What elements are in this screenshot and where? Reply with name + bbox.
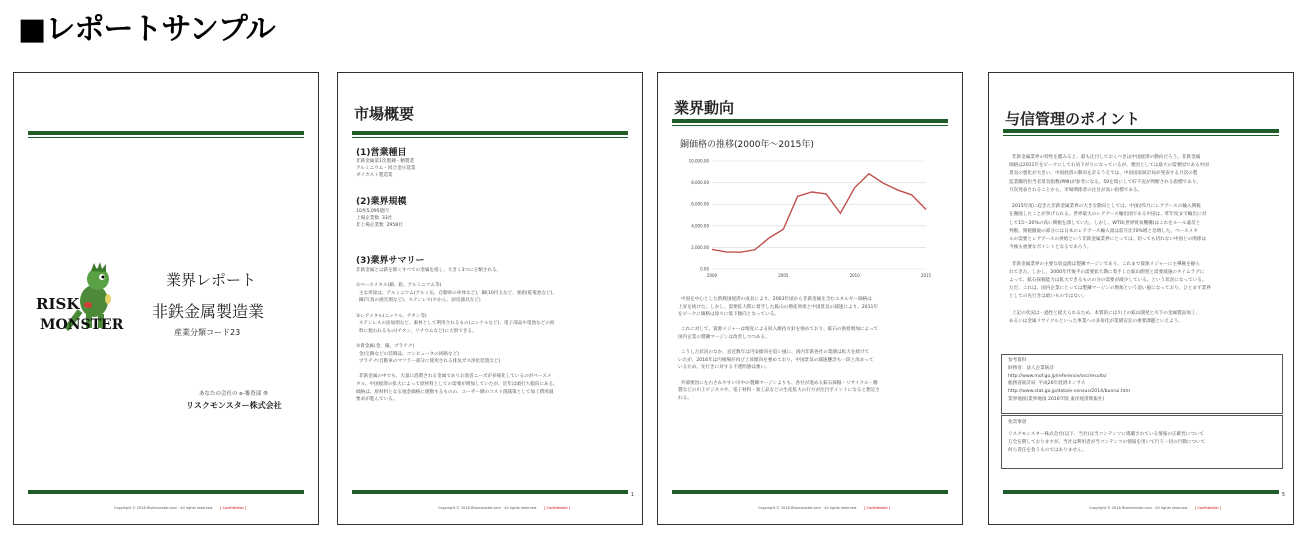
text-line: 外部要因に左右されやすい川中の製錬マージンよりも、各社が進める鉱石採掘・リサイクル・精: [678, 380, 878, 386]
chart-title: 銅価格の推移(2000年～2015年): [680, 140, 814, 150]
report-page-market-overview: [337, 72, 643, 525]
y-tick-label: 4,000.00: [691, 223, 709, 229]
report-page-credit-points: [988, 72, 1294, 525]
references-box: [1001, 354, 1283, 414]
text-line: 判断。関税撤廃の部分には日本のレアアース輸入量は前月比70%増と急増した。ベースメタ: [1009, 228, 1198, 234]
y-tick-label: 0.00: [700, 266, 709, 272]
company-name: リスクモンスター株式会社: [186, 401, 282, 410]
text-line: http://www.mof.go.jp/reference/ssc/results/: [1008, 373, 1107, 379]
text-line: プラチナ(自動車のマフラー部分に使用される排気ガス浄化装置など): [356, 359, 501, 365]
text-line: をピークに価格は徐々に低下傾向となっている。: [678, 312, 779, 318]
section-heading: (2)業界規模: [356, 197, 407, 207]
logo-text-monster: MONSTER: [40, 317, 124, 333]
text-line: 非鉄金属第1次製錬・精製業: [356, 159, 415, 164]
report-page-industry-trend: [657, 72, 963, 525]
copyright-text: Copyright © 2016 Riskmonster.com · All rights reserved.: [438, 506, 538, 510]
text-line: 非鉄金属業界の特性を鑑みると、最も注目しておくべきは中国経済の動向だろう。非鉄金属: [1009, 155, 1201, 160]
section-heading: (3)業界サマリー: [356, 256, 425, 266]
text-line: 非鉄金属とは鉄を除くすべての金属を指し、大きく3つに分類される。: [356, 268, 502, 273]
logo-text-risk: RISK: [36, 295, 80, 313]
page-number: 5: [1281, 492, 1285, 498]
text-line: 価格は、原材料となる地金価格に連動するものの、ユーザー側のコスト削減策として加工費用減: [356, 389, 554, 395]
footer-rule: [28, 490, 304, 494]
y-tick-label: 10,000.00: [688, 158, 709, 164]
footer-rule: [352, 490, 628, 494]
header-rule: [28, 131, 304, 135]
page-number: 1: [630, 492, 634, 498]
text-line: 上記の状況は一過性と捉えられるため、本質的には川上の鉱山開発と川下の金属製品加工、: [1009, 310, 1201, 316]
text-line: 上場企業数 33社: [356, 216, 393, 221]
text-line: 要求が進んでいる。: [356, 397, 398, 403]
company-tagline: あなたの会社の e-審査部 ®: [199, 391, 269, 397]
text-line: これに対して、資源メジャーは増産による収入維持方針を強めており、鉱石の供給増加によって: [678, 327, 879, 333]
text-line: 国内企業の製錬マージンは改善しつつある。: [678, 335, 770, 340]
text-line: タル。中国経済の拡大によって原材料としての需要が増加していたが、近年は頭打ち傾向にある。: [356, 382, 558, 387]
text-line: 製などの川上ビジネスや、電子材料・加工品などの生産拡大の行方が注目ポイントになると想定さ: [678, 388, 880, 394]
text-line: 総務省統計局 平成26年経済センサス: [1008, 381, 1086, 387]
text-line: 造業購買担当者景気指数(PMI)が参考になる。50を境にして好不況が判断される指標であり、: [1009, 179, 1202, 185]
copper-price-chart: [674, 153, 934, 283]
copyright-text: Copyright © 2016 Riskmonster.com · All rights reserved.: [1089, 506, 1189, 510]
text-line: ただ、これは、国内企業にとっては製錬マージンの増加という追い風になっており、ひとまず業界: [1009, 286, 1211, 292]
header-rule: [352, 131, 628, 135]
cover-industry-code: 産業分類コード23: [174, 328, 241, 337]
cover-title-2: 非鉄金属製造業: [152, 302, 265, 321]
confidential-label: [ Confidential ]: [220, 506, 247, 510]
text-line: 景気の悪化が大きい。中国経済の動向を計るうえでは、中国国家統計局が発表する月次の製: [1009, 171, 1198, 177]
page-title: 市場概要: [354, 105, 415, 123]
report-page-cover: [13, 72, 319, 525]
y-tick-label: 2,000.00: [691, 244, 709, 250]
header-rule-thin: [672, 125, 948, 126]
text-line: 銅(写真の感光剤など)、ステンレス(やかん、厨房器具など): [356, 298, 481, 304]
text-line: 何ら責任を負うものではありません。: [1008, 447, 1087, 453]
text-line: としての先行きは暗いものではない。: [1009, 294, 1088, 300]
text-line: 非鉄金属業界の主要な収益源は製錬マージンであり、これまで資源メジャーに主導権を握ら: [1009, 261, 1200, 267]
confidential-label: [ Confidential ]: [544, 506, 571, 510]
text-line: いたが、2016年は円相場が再び上昇傾向を強めており、中国景気の減速懸念も一段と高まって: [678, 357, 874, 363]
text-line: ③貴金属(金、銀、プラチナ): [356, 344, 415, 349]
text-line: ダイカスト製造業: [356, 173, 393, 178]
text-line: 金(宝飾などの装飾品、コンピュータの回路など): [356, 351, 459, 357]
page-title: 与信管理のポイント: [1005, 110, 1141, 128]
text-line: を撤廃したことが挙げられる。世界最大のレアアース輸出国である中国は、昨年度まで輸出に対: [1009, 212, 1207, 218]
text-line: 月次発表されることから、市場関係者の注目が高い指標である。: [1009, 187, 1143, 193]
header-rule-thin: [28, 137, 304, 138]
text-line: あるいは金属リサイクルといった事業への多角化が業績安定の重要課題といえよう。: [1009, 319, 1183, 324]
confidential-label: [ Confidential ]: [1195, 506, 1222, 510]
copyright-text: Copyright © 2016 Riskmonster.com · All rights reserved.: [114, 506, 214, 510]
text-line: http://www.stat.go.jp/data/e-census/2014/bunrui.htm: [1008, 389, 1131, 395]
text-line: ①ベースメタル(銅、鉛、アルミニウム等): [356, 283, 442, 289]
x-tick-label: 2000: [706, 273, 718, 278]
text-line: 参考資料: [1008, 358, 1027, 363]
text-line: 上昇を続けた。しかし、需要拡大期に着手した鉱山の増産効果と中国景気の減速により、2011年: [678, 304, 879, 310]
text-line: 中国を中心とした新興国経済の成長により、2003年頃から非鉄金属を含むエネルギー価格は: [678, 297, 872, 302]
text-line: 主な用途は、アルミニウム(アルミ缶、自動車の車体など)、銅(10円玉など、亜鉛(乾電池など)、: [356, 290, 558, 296]
text-line: 2015年度に起きた非鉄金属業界の大きな動向としては、中国が5月にレアアースの輸入関税: [1009, 204, 1201, 210]
header-rule: [672, 119, 948, 123]
text-line: ②レアメタル(ニッケル、チタン等): [356, 313, 427, 319]
footer-rule: [672, 490, 948, 494]
page-heading: ■レポートサンプル: [18, 12, 275, 47]
text-line: いるため、先行きに対する不透明感は強い。: [678, 365, 770, 371]
header-rule-thin: [1003, 135, 1279, 136]
text-line: 万全を期しておりますが、当社は利用者が当コンテンツの情報を用いて行う一切の行動について: [1008, 439, 1206, 445]
x-tick-label: 2015: [920, 273, 932, 278]
y-tick-label: 8,000.00: [691, 180, 709, 186]
disclaimer-box: [1001, 415, 1283, 469]
section-heading: (1)営業種目: [356, 148, 407, 158]
text-line: 10兆5,095億円: [356, 209, 389, 214]
text-line: こうした状況のなか、直近数年は円安傾向を追い風に、国内非鉄各社の業績は拡大を続けて: [678, 350, 870, 356]
text-line: 価格は2011年をピークにして右肩下がりになっているが、要因としては最大の需要国である中国: [1009, 163, 1209, 169]
text-line: アルミニウム・同合金圧延業: [356, 166, 416, 171]
text-line: れる。: [678, 395, 692, 401]
text-line: 財務省：法人企業統計: [1008, 365, 1054, 371]
confidential-label: [ Confidential ]: [864, 506, 891, 510]
text-line: よって、鉱石採掘能力は拡大できるものの分の需要が減少している。という状況になっている。: [1009, 278, 1207, 283]
disclaimer-heading: 免責事項: [1008, 420, 1027, 425]
text-line: 業界地図(業界地図 2016年版 東洋経済新報社): [1008, 397, 1105, 402]
x-tick-label: 2005: [778, 273, 789, 278]
text-line: ステンレスの添加剤など、素材として利用されるもの(ニッケルなど)、電子部品や電池などの原: [356, 321, 555, 327]
text-line: して15～20%の高い関税を課していた。しかし、WTO(世界貿易機構)はこれをルール違反と: [1009, 220, 1201, 226]
footer-rule: [1003, 490, 1279, 494]
text-line: ルの需要とレアアースの供給という非鉄金属業界にとっては、切っても切れない中国との関係は: [1009, 237, 1207, 242]
text-line: 非上場企業数 2958社: [356, 223, 403, 228]
text-line: 料に使われるもの(チタン、リチウムなど)に大別できる。: [356, 328, 477, 334]
page-title: 業界動向: [674, 99, 735, 117]
text-line: れてきた。しかし、2000年代後半の需要拡大期に着手した鉱山開発と需要減速のタイムラグに: [1009, 269, 1205, 275]
y-tick-label: 6,000.00: [691, 201, 709, 207]
x-tick-label: 2010: [849, 273, 860, 278]
cover-title-1: 業界レポート: [166, 271, 257, 289]
header-rule: [1003, 129, 1279, 133]
copyright-text: Copyright © 2016 Riskmonster.com · All rights reserved.: [758, 506, 858, 510]
header-rule-thin: [352, 137, 628, 138]
text-line: 今後も重要なポイントとなるであろう。: [1009, 245, 1092, 251]
text-line: リスクモンスター株式会社(以下、当社)は当コンテンツに掲載されている情報の正確性について: [1008, 432, 1204, 437]
text-line: 非鉄金属の中でも、大量に消費される金属でありお貴者ニーズが多様化しているのがベースメ: [356, 374, 552, 380]
price-series-line: [712, 174, 926, 252]
